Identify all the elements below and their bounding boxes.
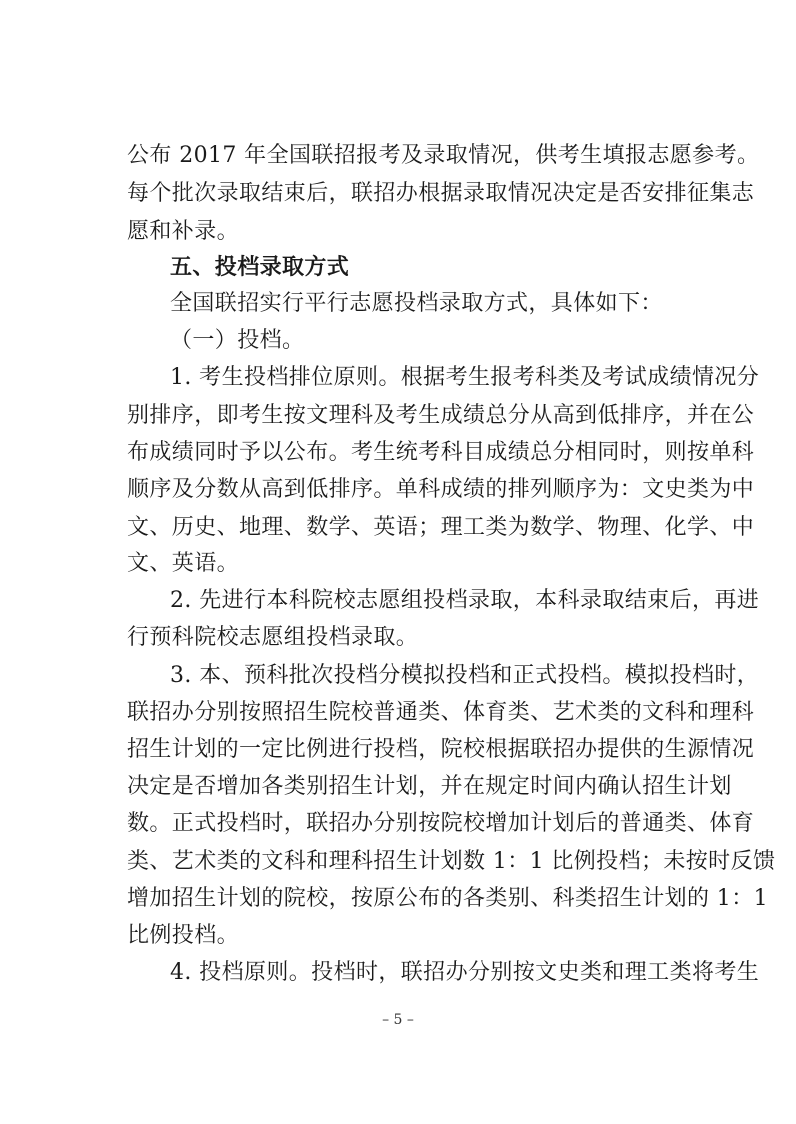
paragraph-line: 文、英语。	[127, 551, 240, 576]
paragraph-line: 联招办分别按照招生院校普通类、体育类、艺术类的文科和理科	[127, 700, 755, 725]
page-number: – 5 –	[382, 1012, 414, 1028]
paragraph-line: 招生计划的一定比例进行投档，院校根据联招办提供的生源情况	[127, 737, 755, 762]
paragraph-line: 全国联招实行平行志愿投档录取方式，具体如下：	[170, 291, 663, 316]
paragraph-line: 公布 2017 年全国联招报考及录取情况，供考生填报志愿参考。	[127, 143, 760, 168]
paragraph-line: 别排序，即考生按文理科及考生成绩总分从高到低排序，并在公	[127, 403, 755, 428]
paragraph-line: 顺序及分数从高到低排序。单科成绩的排列顺序为：文史类为中	[127, 477, 755, 502]
paragraph-line: 愿和补录。	[127, 219, 240, 244]
paragraph-line: 布成绩同时予以公布。考生统考科目成绩总分相同时，则按单科	[127, 440, 755, 465]
paragraph-line: 文、历史、地理、数学、英语；理工类为数学、物理、化学、中	[127, 515, 755, 540]
subsection-heading: （一）投档。	[170, 328, 305, 353]
paragraph-line: 数。正式投档时，联招办分别按院校增加计划后的普通类、体育	[127, 811, 755, 836]
section-heading: 五、投档录取方式	[170, 255, 350, 280]
paragraph-line: 比例投档。	[127, 923, 240, 948]
paragraph-line: 4. 投档原则。投档时，联招办分别按文史类和理工类将考生	[170, 960, 760, 985]
paragraph-line: 行预科院校志愿组投档录取。	[127, 625, 419, 650]
paragraph-line: 每个批次录取结束后，联招办根据录取情况决定是否安排征集志	[127, 181, 755, 206]
paragraph-line: 3. 本、预科批次投档分模拟投档和正式投档。模拟投档时，	[170, 663, 760, 688]
paragraph-line: 1. 考生投档排位原则。根据考生报考科类及考试成绩情况分	[170, 365, 760, 390]
paragraph-line: 2. 先进行本科院校志愿组投档录取，本科录取结束后，再进	[170, 588, 760, 613]
paragraph-line: 决定是否增加各类别招生计划，并在规定时间内确认招生计划	[127, 774, 732, 799]
paragraph-line: 增加招生计划的院校，按原公布的各类别、科类招生计划的 1：1	[127, 886, 768, 911]
paragraph-line: 类、艺术类的文科和理科招生计划数 1：1 比例投档；未按时反馈	[127, 849, 776, 874]
